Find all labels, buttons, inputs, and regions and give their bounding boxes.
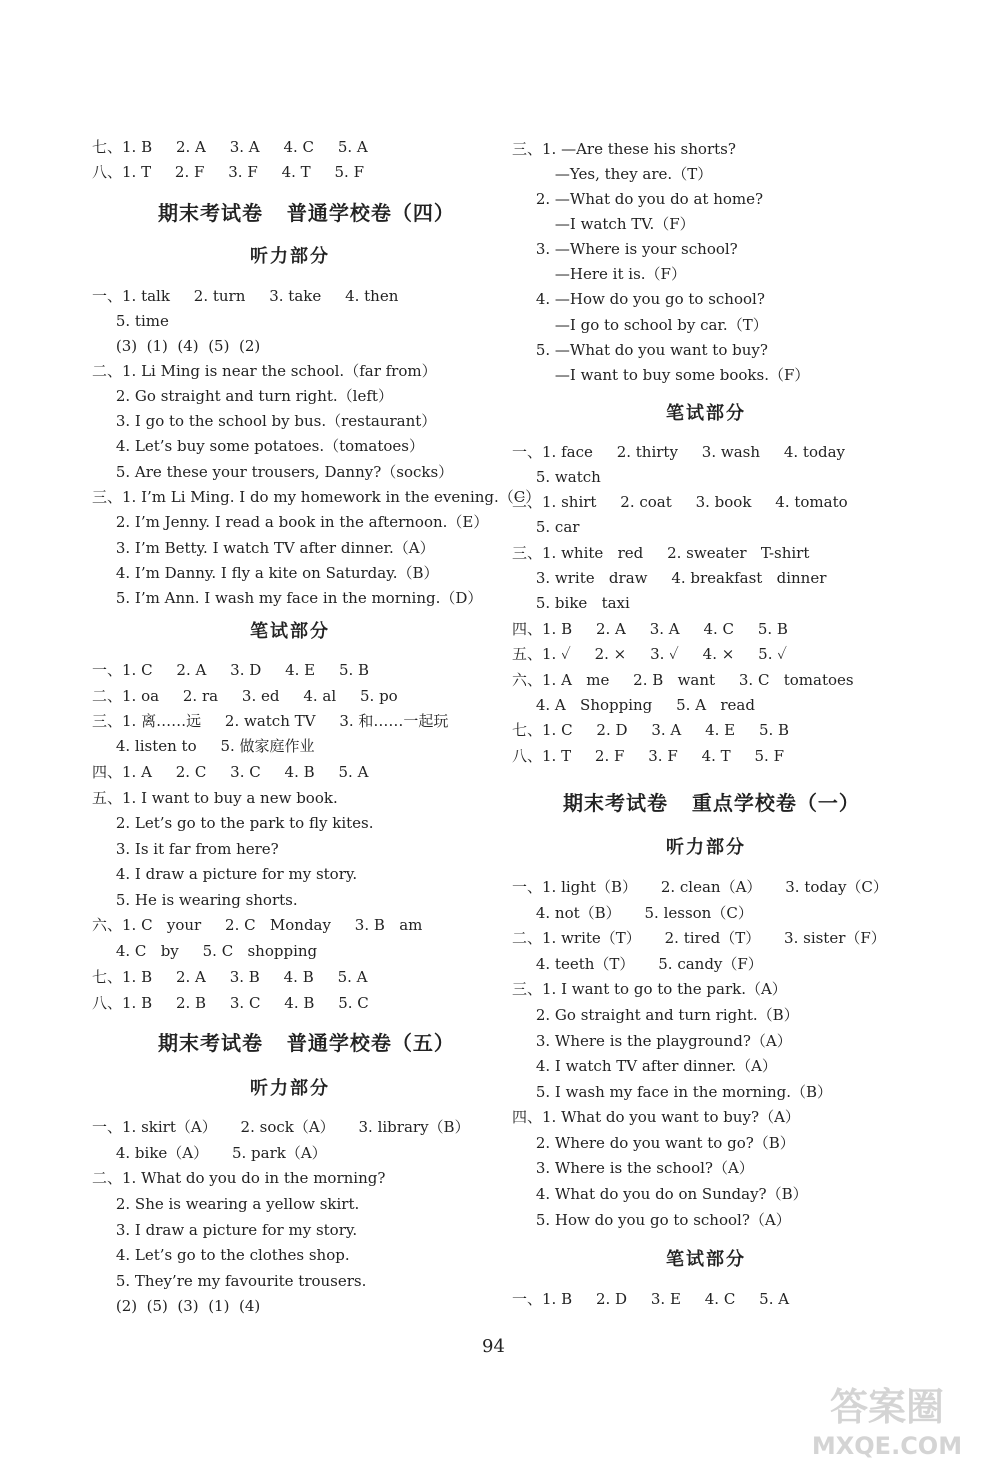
answer-line: —I go to school by car.（T）	[512, 316, 768, 334]
answer-line: 七、1. C 2. D 3. A 4. E 5. B	[512, 721, 790, 739]
answer-line: 3. —Where is your school?	[512, 240, 738, 258]
answer-line: 4. —How do you go to school?	[512, 290, 765, 308]
answer-line: 4. Let’s go to the clothes shop.	[92, 1246, 350, 1264]
answer-line: 一、1. B 2. D 3. E 4. C 5. A	[512, 1290, 790, 1308]
section-heading: 期末考试卷 普通学校卷（四）	[158, 201, 455, 225]
answer-line: 4. C by 5. C shopping	[92, 942, 318, 960]
section-heading: 期末考试卷 重点学校卷（一）	[563, 791, 860, 815]
page-number: 94	[482, 1336, 505, 1357]
answer-line: 一、1. light（B） 2. clean（A） 3. today（C）	[512, 878, 888, 896]
answer-line: 3. I’m Betty. I watch TV after dinner.（A）	[92, 539, 435, 557]
answer-line: 4. I’m Danny. I fly a kite on Saturday.（B）	[92, 564, 439, 582]
answer-line: 二、1. oa 2. ra 3. ed 4. al 5. po	[92, 687, 398, 705]
answer-line: 4. I watch TV after dinner.（A）	[512, 1057, 777, 1075]
answer-line: 一、1. C 2. A 3. D 4. E 5. B	[92, 661, 370, 679]
section-heading: 期末考试卷 普通学校卷（五）	[158, 1031, 455, 1055]
answer-line: 5. How do you go to school?（A）	[512, 1211, 791, 1229]
answer-line: 六、1. C your 2. C Monday 3. B am	[92, 916, 423, 934]
answer-line: 二、1. shirt 2. coat 3. book 4. tomato	[512, 493, 848, 511]
answer-line: 4. bike（A） 5. park（A）	[92, 1144, 327, 1162]
answer-line: 七、1. B 2. A 3. A 4. C 5. A	[92, 138, 368, 156]
answer-line: 八、1. T 2. F 3. F 4. T 5. F	[92, 163, 364, 181]
answer-line: 2. I’m Jenny. I read a book in the afternoon.（E）	[92, 513, 489, 531]
answer-line: 五、1. ✓ 2. × 3. ✓ 4. × 5. ✓	[512, 645, 787, 663]
answer-line: 5. They’re my favourite trousers.	[92, 1272, 367, 1290]
answer-line: 五、1. I want to buy a new book.	[92, 789, 338, 807]
part-heading: 听力部分	[250, 246, 330, 267]
answer-line: 5. —What do you want to buy?	[512, 341, 768, 359]
part-heading: 听力部分	[250, 1078, 330, 1099]
answer-line: 2. She is wearing a yellow skirt.	[92, 1195, 360, 1213]
part-heading: 听力部分	[666, 837, 746, 858]
answer-line: 三、1. 离……远 2. watch TV 3. 和……一起玩	[92, 712, 449, 730]
answer-line: 5. car	[512, 518, 580, 536]
answer-line: 5. He is wearing shorts.	[92, 891, 298, 909]
answer-line: (2) (5) (3) (1) (4)	[92, 1297, 261, 1315]
answer-line: 三、1. I’m Li Ming. I do my homework in the evening.（C）	[92, 488, 541, 506]
answer-line: 3. I go to the school by bus.（restaurant）	[92, 412, 437, 430]
watermark-logo	[782, 1380, 992, 1462]
answer-line: —Yes, they are.（T）	[512, 165, 713, 183]
answer-line: 八、1. B 2. B 3. C 4. B 5. C	[92, 994, 369, 1012]
answer-line: 4. I draw a picture for my story.	[92, 865, 358, 883]
part-heading: 笔试部分	[250, 621, 330, 642]
answer-line: 2. Go straight and turn right.（left）	[92, 387, 393, 405]
answer-line: 2. —What do you do at home?	[512, 190, 764, 208]
part-heading: 笔试部分	[666, 403, 746, 424]
answer-line: 5. time	[92, 312, 169, 330]
answer-line: —I want to buy some books.（F）	[512, 366, 810, 384]
answer-line: 2. Where do you want to go?（B）	[512, 1134, 795, 1152]
answer-line: 3. Where is the school?（A）	[512, 1159, 754, 1177]
answer-line: —Here it is.（F）	[512, 265, 686, 283]
answer-line: 六、1. A me 2. B want 3. C tomatoes	[512, 671, 854, 689]
answer-line: 四、1. A 2. C 3. C 4. B 5. A	[92, 763, 369, 781]
answer-line: 一、1. face 2. thirty 3. wash 4. today	[512, 443, 845, 461]
answer-line: 5. bike taxi	[512, 594, 630, 612]
answer-line: 5. watch	[512, 468, 601, 486]
answer-line: 一、1. talk 2. turn 3. take 4. then	[92, 287, 399, 305]
answer-line: 二、1. Li Ming is near the school.（far from）	[92, 362, 437, 380]
answer-line: 四、1. B 2. A 3. A 4. C 5. B	[512, 620, 788, 638]
answer-line: —I watch TV.（F）	[512, 215, 695, 233]
answer-line: 4. Let’s buy some potatoes.（tomatoes）	[92, 437, 424, 455]
answer-line: 三、1. —Are these his shorts?	[512, 140, 736, 158]
answer-line: 3. write draw 4. breakfast dinner	[512, 569, 827, 587]
answer-line: 2. Let’s go to the park to fly kites.	[92, 814, 374, 832]
answer-line: 三、1. I want to go to the park.（A）	[512, 980, 787, 998]
answer-line: 4. A Shopping 5. A read	[512, 696, 755, 714]
answer-line: 5. Are these your trousers, Danny?（socks）	[92, 463, 454, 481]
answer-line: 3. I draw a picture for my story.	[92, 1221, 358, 1239]
answer-line: 一、1. skirt（A） 2. sock（A） 3. library（B）	[92, 1118, 470, 1136]
answer-line: 八、1. T 2. F 3. F 4. T 5. F	[512, 747, 784, 765]
part-heading: 笔试部分	[666, 1249, 746, 1270]
answer-line: 4. not（B） 5. lesson（C）	[512, 904, 753, 922]
answer-line: 三、1. white red 2. sweater T-shirt	[512, 544, 810, 562]
answer-line: 5. I wash my face in the morning.（B）	[512, 1083, 833, 1101]
answer-line: 四、1. What do you want to buy?（A）	[512, 1108, 800, 1126]
answer-line: 七、1. B 2. A 3. B 4. B 5. A	[92, 968, 368, 986]
answer-line: 4. teeth（T） 5. candy（F）	[512, 955, 763, 973]
answer-line: 4. listen to 5. 做家庭作业	[92, 737, 315, 755]
answer-line: 3. Is it far from here?	[92, 840, 279, 858]
answer-line: 二、1. What do you do in the morning?	[92, 1169, 386, 1187]
watermark-url: MXQE.COM	[811, 1432, 963, 1460]
answer-line: 3. Where is the playground?（A）	[512, 1032, 792, 1050]
answer-line: 5. I’m Ann. I wash my face in the morning.（D）	[92, 589, 483, 607]
watermark-title: 答案圈	[829, 1385, 945, 1429]
answer-line: 4. What do you do on Sunday?（B）	[512, 1185, 808, 1203]
answer-line: 2. Go straight and turn right.（B）	[512, 1006, 799, 1024]
answer-line: 二、1. write（T） 2. tired（T） 3. sister（F）	[512, 929, 886, 947]
answer-line: (3) (1) (4) (5) (2)	[92, 337, 261, 355]
